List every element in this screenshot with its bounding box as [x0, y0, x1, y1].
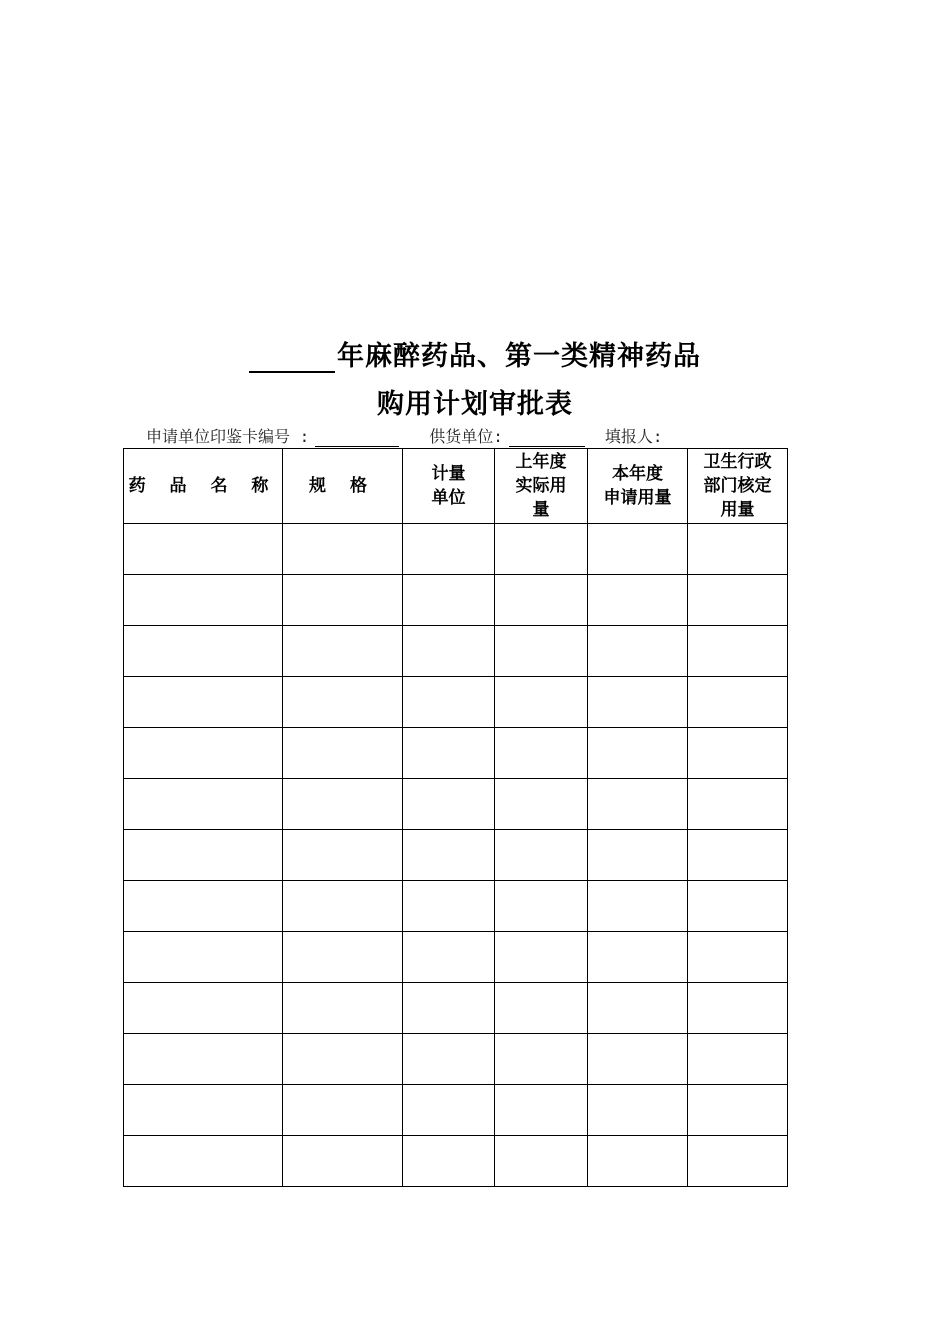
plan-table: [123, 448, 788, 1187]
year-blank[interactable]: [249, 341, 335, 373]
header-unit: 计量 单位: [403, 449, 495, 524]
this-year-request-cell[interactable]: [588, 1085, 688, 1136]
specification-cell[interactable]: [283, 932, 403, 983]
last-year-usage-cell[interactable]: [495, 1034, 588, 1085]
drug-name-cell[interactable]: [124, 524, 283, 575]
table-row: [124, 1085, 788, 1136]
approved-amount-cell[interactable]: [688, 524, 788, 575]
unit-cell[interactable]: [403, 932, 495, 983]
table-body: [124, 524, 788, 1187]
unit-cell[interactable]: [403, 1136, 495, 1187]
header-drug-name: 药 品 名 称: [124, 449, 283, 524]
drug-name-cell[interactable]: [124, 983, 283, 1034]
approved-amount-cell[interactable]: [688, 881, 788, 932]
last-year-usage-cell[interactable]: [495, 626, 588, 677]
table-row: [124, 677, 788, 728]
this-year-request-cell[interactable]: [588, 575, 688, 626]
unit-cell[interactable]: [403, 1034, 495, 1085]
table-row: [124, 626, 788, 677]
specification-cell[interactable]: [283, 881, 403, 932]
last-year-usage-cell[interactable]: [495, 728, 588, 779]
approved-amount-cell[interactable]: [688, 830, 788, 881]
drug-name-cell[interactable]: [124, 1034, 283, 1085]
table-row: [124, 1034, 788, 1085]
this-year-request-cell[interactable]: [588, 881, 688, 932]
drug-name-cell[interactable]: [124, 1085, 283, 1136]
specification-cell[interactable]: [283, 1034, 403, 1085]
this-year-request-cell[interactable]: [588, 830, 688, 881]
this-year-request-cell[interactable]: [588, 1034, 688, 1085]
specification-cell[interactable]: [283, 728, 403, 779]
table-row: [124, 575, 788, 626]
specification-cell[interactable]: [283, 626, 403, 677]
approved-amount-cell[interactable]: [688, 626, 788, 677]
this-year-request-cell[interactable]: [588, 677, 688, 728]
specification-cell[interactable]: [283, 983, 403, 1034]
filler-label: 填报人:: [604, 427, 663, 446]
last-year-usage-cell[interactable]: [495, 881, 588, 932]
unit-cell[interactable]: [403, 779, 495, 830]
form-title-line1: [0, 334, 950, 373]
title-text-line1: 年麻醉药品、第一类精神药品: [337, 341, 701, 372]
specification-cell[interactable]: [283, 1085, 403, 1136]
drug-name-cell[interactable]: [124, 830, 283, 881]
this-year-request-cell[interactable]: [588, 728, 688, 779]
table-row: [124, 983, 788, 1034]
this-year-request-cell[interactable]: [588, 983, 688, 1034]
table-header-row: [124, 449, 788, 524]
this-year-request-cell[interactable]: [588, 1136, 688, 1187]
supplier-label: 供货单位:: [429, 427, 503, 446]
drug-name-cell[interactable]: [124, 575, 283, 626]
last-year-usage-cell[interactable]: [495, 524, 588, 575]
this-year-request-cell[interactable]: [588, 524, 688, 575]
this-year-request-cell[interactable]: [588, 779, 688, 830]
specification-cell[interactable]: [283, 1136, 403, 1187]
form-title-line2: 购用计划审批表: [377, 389, 573, 420]
specification-cell[interactable]: [283, 524, 403, 575]
last-year-usage-cell[interactable]: [495, 575, 588, 626]
unit-cell[interactable]: [403, 830, 495, 881]
seal-card-number-field[interactable]: [315, 428, 399, 447]
header-last-year-usage: 上年度 实际用 量: [495, 449, 588, 524]
table-row: [124, 524, 788, 575]
header-specification: 规 格: [283, 449, 403, 524]
drug-name-cell[interactable]: [124, 728, 283, 779]
approved-amount-cell[interactable]: [688, 932, 788, 983]
last-year-usage-cell[interactable]: [495, 932, 588, 983]
header-approved-amount: 卫生行政 部门核定 用量: [688, 449, 788, 524]
unit-cell[interactable]: [403, 626, 495, 677]
unit-cell[interactable]: [403, 524, 495, 575]
header-this-year-request: 本年度 申请用量: [588, 449, 688, 524]
specification-cell[interactable]: [283, 677, 403, 728]
unit-cell[interactable]: [403, 1085, 495, 1136]
unit-cell[interactable]: [403, 575, 495, 626]
specification-cell[interactable]: [283, 575, 403, 626]
approved-amount-cell[interactable]: [688, 677, 788, 728]
table-row: [124, 830, 788, 881]
unit-cell[interactable]: [403, 677, 495, 728]
approved-amount-cell[interactable]: [688, 575, 788, 626]
approved-amount-cell[interactable]: [688, 779, 788, 830]
approved-amount-cell[interactable]: [688, 983, 788, 1034]
approved-amount-cell[interactable]: [688, 1085, 788, 1136]
approved-amount-cell[interactable]: [688, 1034, 788, 1085]
last-year-usage-cell[interactable]: [495, 677, 588, 728]
table-row: [124, 881, 788, 932]
seal-card-label: 申请单位印鉴卡编号 :: [146, 427, 310, 446]
last-year-usage-cell[interactable]: [495, 779, 588, 830]
drug-name-cell[interactable]: [124, 932, 283, 983]
supplier-field[interactable]: [509, 428, 585, 447]
last-year-usage-cell[interactable]: [495, 1136, 588, 1187]
drug-name-cell[interactable]: [124, 677, 283, 728]
table-row: [124, 1136, 788, 1187]
approved-amount-cell[interactable]: [688, 728, 788, 779]
specification-cell[interactable]: [283, 830, 403, 881]
drug-name-cell[interactable]: [124, 626, 283, 677]
last-year-usage-cell[interactable]: [495, 983, 588, 1034]
this-year-request-cell[interactable]: [588, 626, 688, 677]
unit-cell[interactable]: [403, 983, 495, 1034]
this-year-request-cell[interactable]: [588, 932, 688, 983]
unit-cell[interactable]: [403, 728, 495, 779]
drug-name-cell[interactable]: [124, 1136, 283, 1187]
last-year-usage-cell[interactable]: [495, 1085, 588, 1136]
drug-name-cell[interactable]: [124, 881, 283, 932]
drug-name-cell[interactable]: [124, 779, 283, 830]
last-year-usage-cell[interactable]: [495, 830, 588, 881]
table-row: [124, 932, 788, 983]
table-row: [124, 779, 788, 830]
unit-cell[interactable]: [403, 881, 495, 932]
specification-cell[interactable]: [283, 779, 403, 830]
table-row: [124, 728, 788, 779]
approved-amount-cell[interactable]: [688, 1136, 788, 1187]
info-row: [146, 424, 663, 447]
